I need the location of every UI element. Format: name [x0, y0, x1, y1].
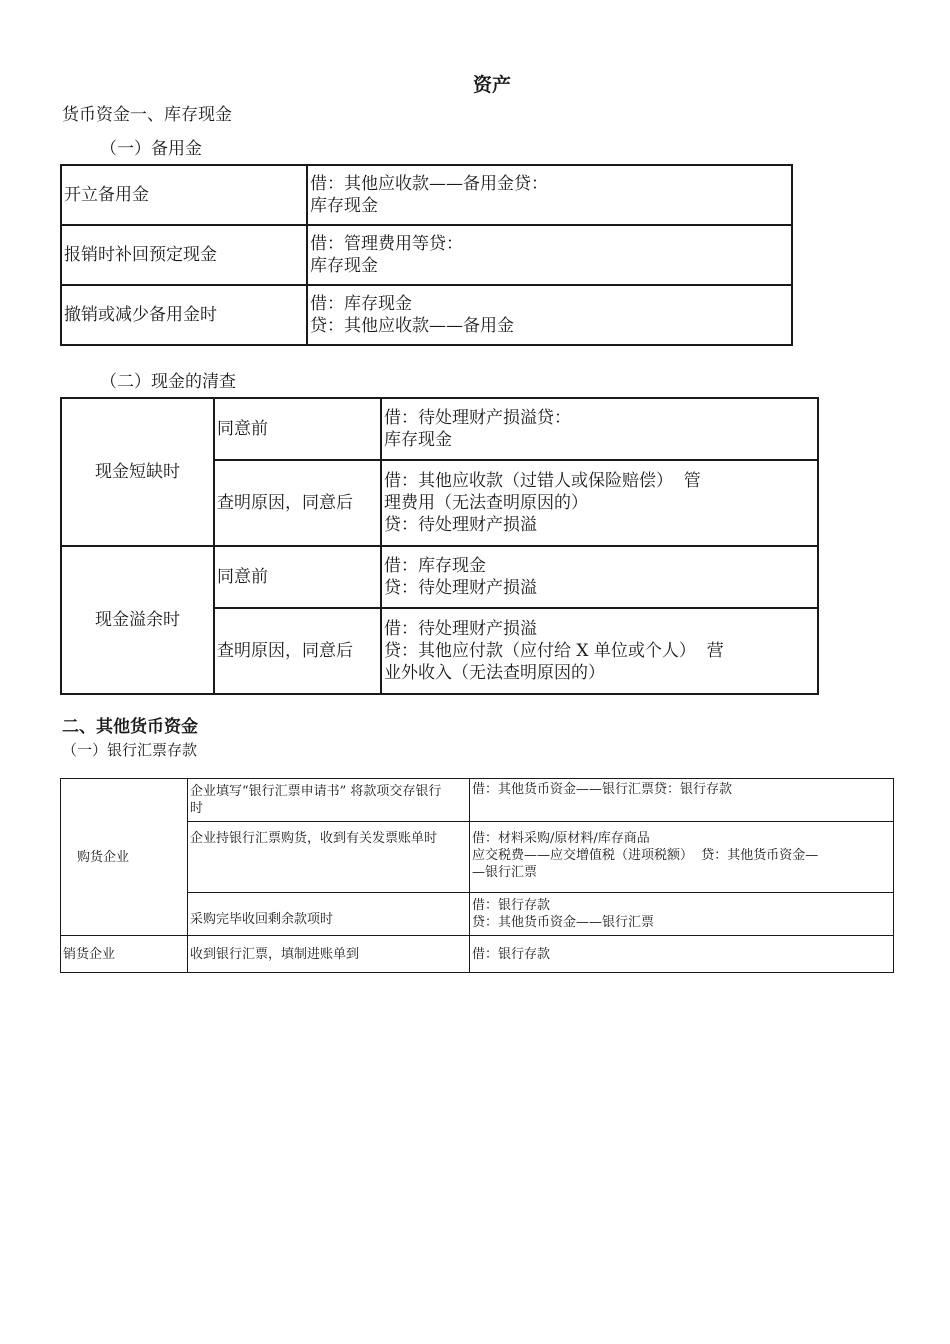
group-label-shortage: 现金短缺时: [61, 398, 214, 546]
table-row: [61, 779, 894, 822]
buyer-label: 购货企业: [61, 779, 188, 936]
table-row: [61, 285, 792, 345]
table-row: [61, 546, 818, 608]
table-row: [61, 936, 894, 973]
section-heading-other-funds: 二、其他货币资金: [62, 717, 198, 737]
event-cell: 撤销或减少备用金时: [61, 285, 307, 345]
entry-cell: 借：其他货币资金——银行汇票贷：银行存款: [470, 779, 894, 822]
event-cell: 收到银行汇票，填制进账单到: [188, 936, 470, 973]
subheading-petty-cash: （一）备用金: [100, 139, 202, 159]
table-row: [61, 165, 792, 225]
entry-cell: 借：库存现金 贷：其他应收款——备用金: [307, 285, 792, 345]
entry-cell: 借：待处理财产损溢 贷：其他应付款（应付给 X 单位或个人） 营 业外收入（无法查明原因的）: [381, 608, 818, 694]
table-row: [61, 398, 818, 460]
page-title: 资产: [472, 74, 511, 96]
group-label-surplus: 现金溢余时: [61, 546, 214, 694]
stage-cell: 查明原因，同意后: [214, 608, 381, 694]
section-heading-cash: 货币资金一、库存现金: [62, 105, 232, 125]
stage-cell: 同意前: [214, 398, 381, 460]
entry-cell: 借：库存现金 贷：待处理财产损溢: [381, 546, 818, 608]
petty-cash-table: [60, 164, 793, 346]
table-row: [61, 225, 792, 285]
stage-cell: 查明原因，同意后: [214, 460, 381, 546]
stage-cell: 同意前: [214, 546, 381, 608]
event-cell: 企业填写“银行汇票申请书” 将款项交存银行 时: [188, 779, 470, 822]
event-cell: 采购完毕收回剩余款项时: [188, 893, 470, 936]
entry-cell: 借：银行存款: [470, 936, 894, 973]
event-cell: 报销时补回预定现金: [61, 225, 307, 285]
event-cell: 开立备用金: [61, 165, 307, 225]
subheading-cash-count: （二）现金的清查: [100, 372, 236, 392]
seller-label: 销货企业: [61, 936, 188, 973]
cash-count-table: [60, 397, 819, 695]
entry-cell: 借：管理费用等贷： 库存现金: [307, 225, 792, 285]
event-cell: 企业持银行汇票购货，收到有关发票账单时: [188, 822, 470, 893]
entry-cell: 借：待处理财产损溢贷： 库存现金: [381, 398, 818, 460]
subheading-bank-draft: （一）银行汇票存款: [62, 741, 198, 759]
bank-draft-table: [60, 778, 894, 973]
entry-cell: 借：材料采购/原材料/库存商品 应交税费——应交增值税（进项税额） 贷：其他货币资金— —银行汇票: [470, 822, 894, 893]
entry-cell: 借：银行存款 贷：其他货币资金——银行汇票: [470, 893, 894, 936]
entry-cell: 借：其他应收款（过错人或保险赔偿） 管 理费用（无法查明原因的） 贷：待处理财产损溢: [381, 460, 818, 546]
entry-cell: 借：其他应收款——备用金贷： 库存现金: [307, 165, 792, 225]
